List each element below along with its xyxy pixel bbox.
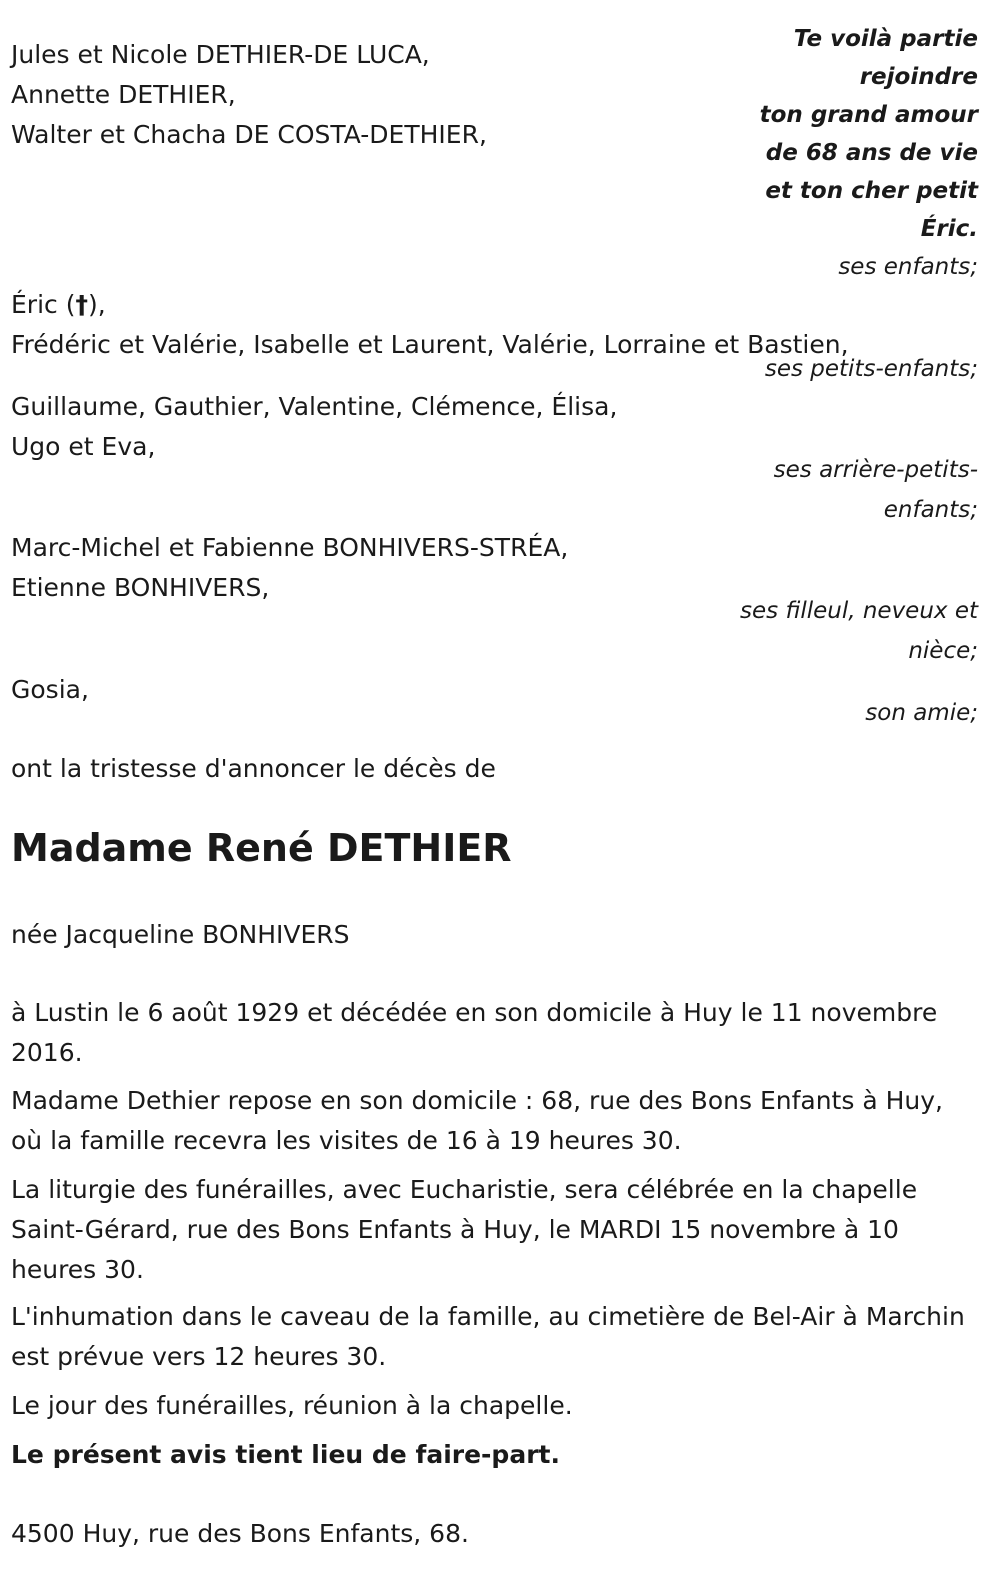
repose-paragraph: Madame Dethier repose en son domicile : 68, rue des Bons Enfants à Huy, où la famille recevra les visites de 16 à 19 heures 30. bbox=[11, 1086, 943, 1155]
epigraph-line: ton grand amour bbox=[759, 102, 978, 128]
burial-paragraph: L'inhumation dans le caveau de la famille, au cimetière de Bel-Air à Marchin est prévue vers 12 heures 30. bbox=[11, 1302, 965, 1371]
cross-icon: † bbox=[75, 290, 88, 319]
liturgy-paragraph: La liturgie des funérailles, avec Eucharistie, sera célébrée en la chapelle Saint-Gérard, rue des Bons Enfants à Huy, le MARDI 15 novembre à 10 heures 30. bbox=[11, 1175, 918, 1284]
epigraph-line: de 68 ans de vie bbox=[765, 140, 978, 166]
meeting-paragraph: Le jour des funérailles, réunion à la chapelle. bbox=[11, 1391, 573, 1420]
family-line: Ugo et Eva, bbox=[11, 432, 156, 461]
deceased-name: Madame René DETHIER bbox=[11, 826, 512, 870]
family-line: Jules et Nicole DETHIER-DE LUCA, bbox=[11, 40, 430, 69]
relation-label: ses enfants; bbox=[838, 254, 978, 280]
epigraph bbox=[718, 20, 978, 248]
family-name-suffix: ), bbox=[87, 290, 106, 319]
family-line bbox=[11, 285, 106, 325]
family-name: Éric ( bbox=[11, 290, 76, 319]
announcement-text: ont la tristesse d'annoncer le décès de bbox=[11, 754, 496, 783]
family-line: Walter et Chacha DE COSTA-DETHIER, bbox=[11, 120, 487, 149]
notice-paragraph: Le présent avis tient lieu de faire-part. bbox=[11, 1440, 560, 1469]
epigraph-line: Éric. bbox=[920, 216, 978, 242]
relation-label: ses filleul, neveux et bbox=[740, 598, 978, 624]
family-line: Annette DETHIER, bbox=[11, 80, 236, 109]
epigraph-line: rejoindre bbox=[859, 64, 978, 90]
birth-death-paragraph: à Lustin le 6 août 1929 et décédée en son domicile à Huy le 11 novembre 2016. bbox=[11, 998, 938, 1067]
relation-label: ses arrière-petits- bbox=[773, 457, 978, 483]
maiden-name: née Jacqueline BONHIVERS bbox=[11, 920, 350, 949]
family-line: Etienne BONHIVERS, bbox=[11, 573, 270, 602]
family-line: Frédéric et Valérie, Isabelle et Laurent, Valérie, Lorraine et Bastien, bbox=[11, 330, 849, 359]
family-line: Guillaume, Gauthier, Valentine, Clémence, Élisa, bbox=[11, 392, 618, 421]
relation-label: nièce; bbox=[908, 638, 978, 664]
family-line: Marc-Michel et Fabienne BONHIVERS-STRÉA, bbox=[11, 533, 569, 562]
relation-label: enfants; bbox=[883, 497, 978, 523]
family-line: Gosia, bbox=[11, 675, 89, 704]
epigraph-line: Te voilà partie bbox=[793, 26, 978, 52]
epigraph-line: et ton cher petit bbox=[765, 178, 978, 204]
relation-label: son amie; bbox=[865, 700, 978, 726]
relation-label: ses petits-enfants; bbox=[764, 356, 978, 382]
address: 4500 Huy, rue des Bons Enfants, 68. bbox=[11, 1519, 469, 1548]
